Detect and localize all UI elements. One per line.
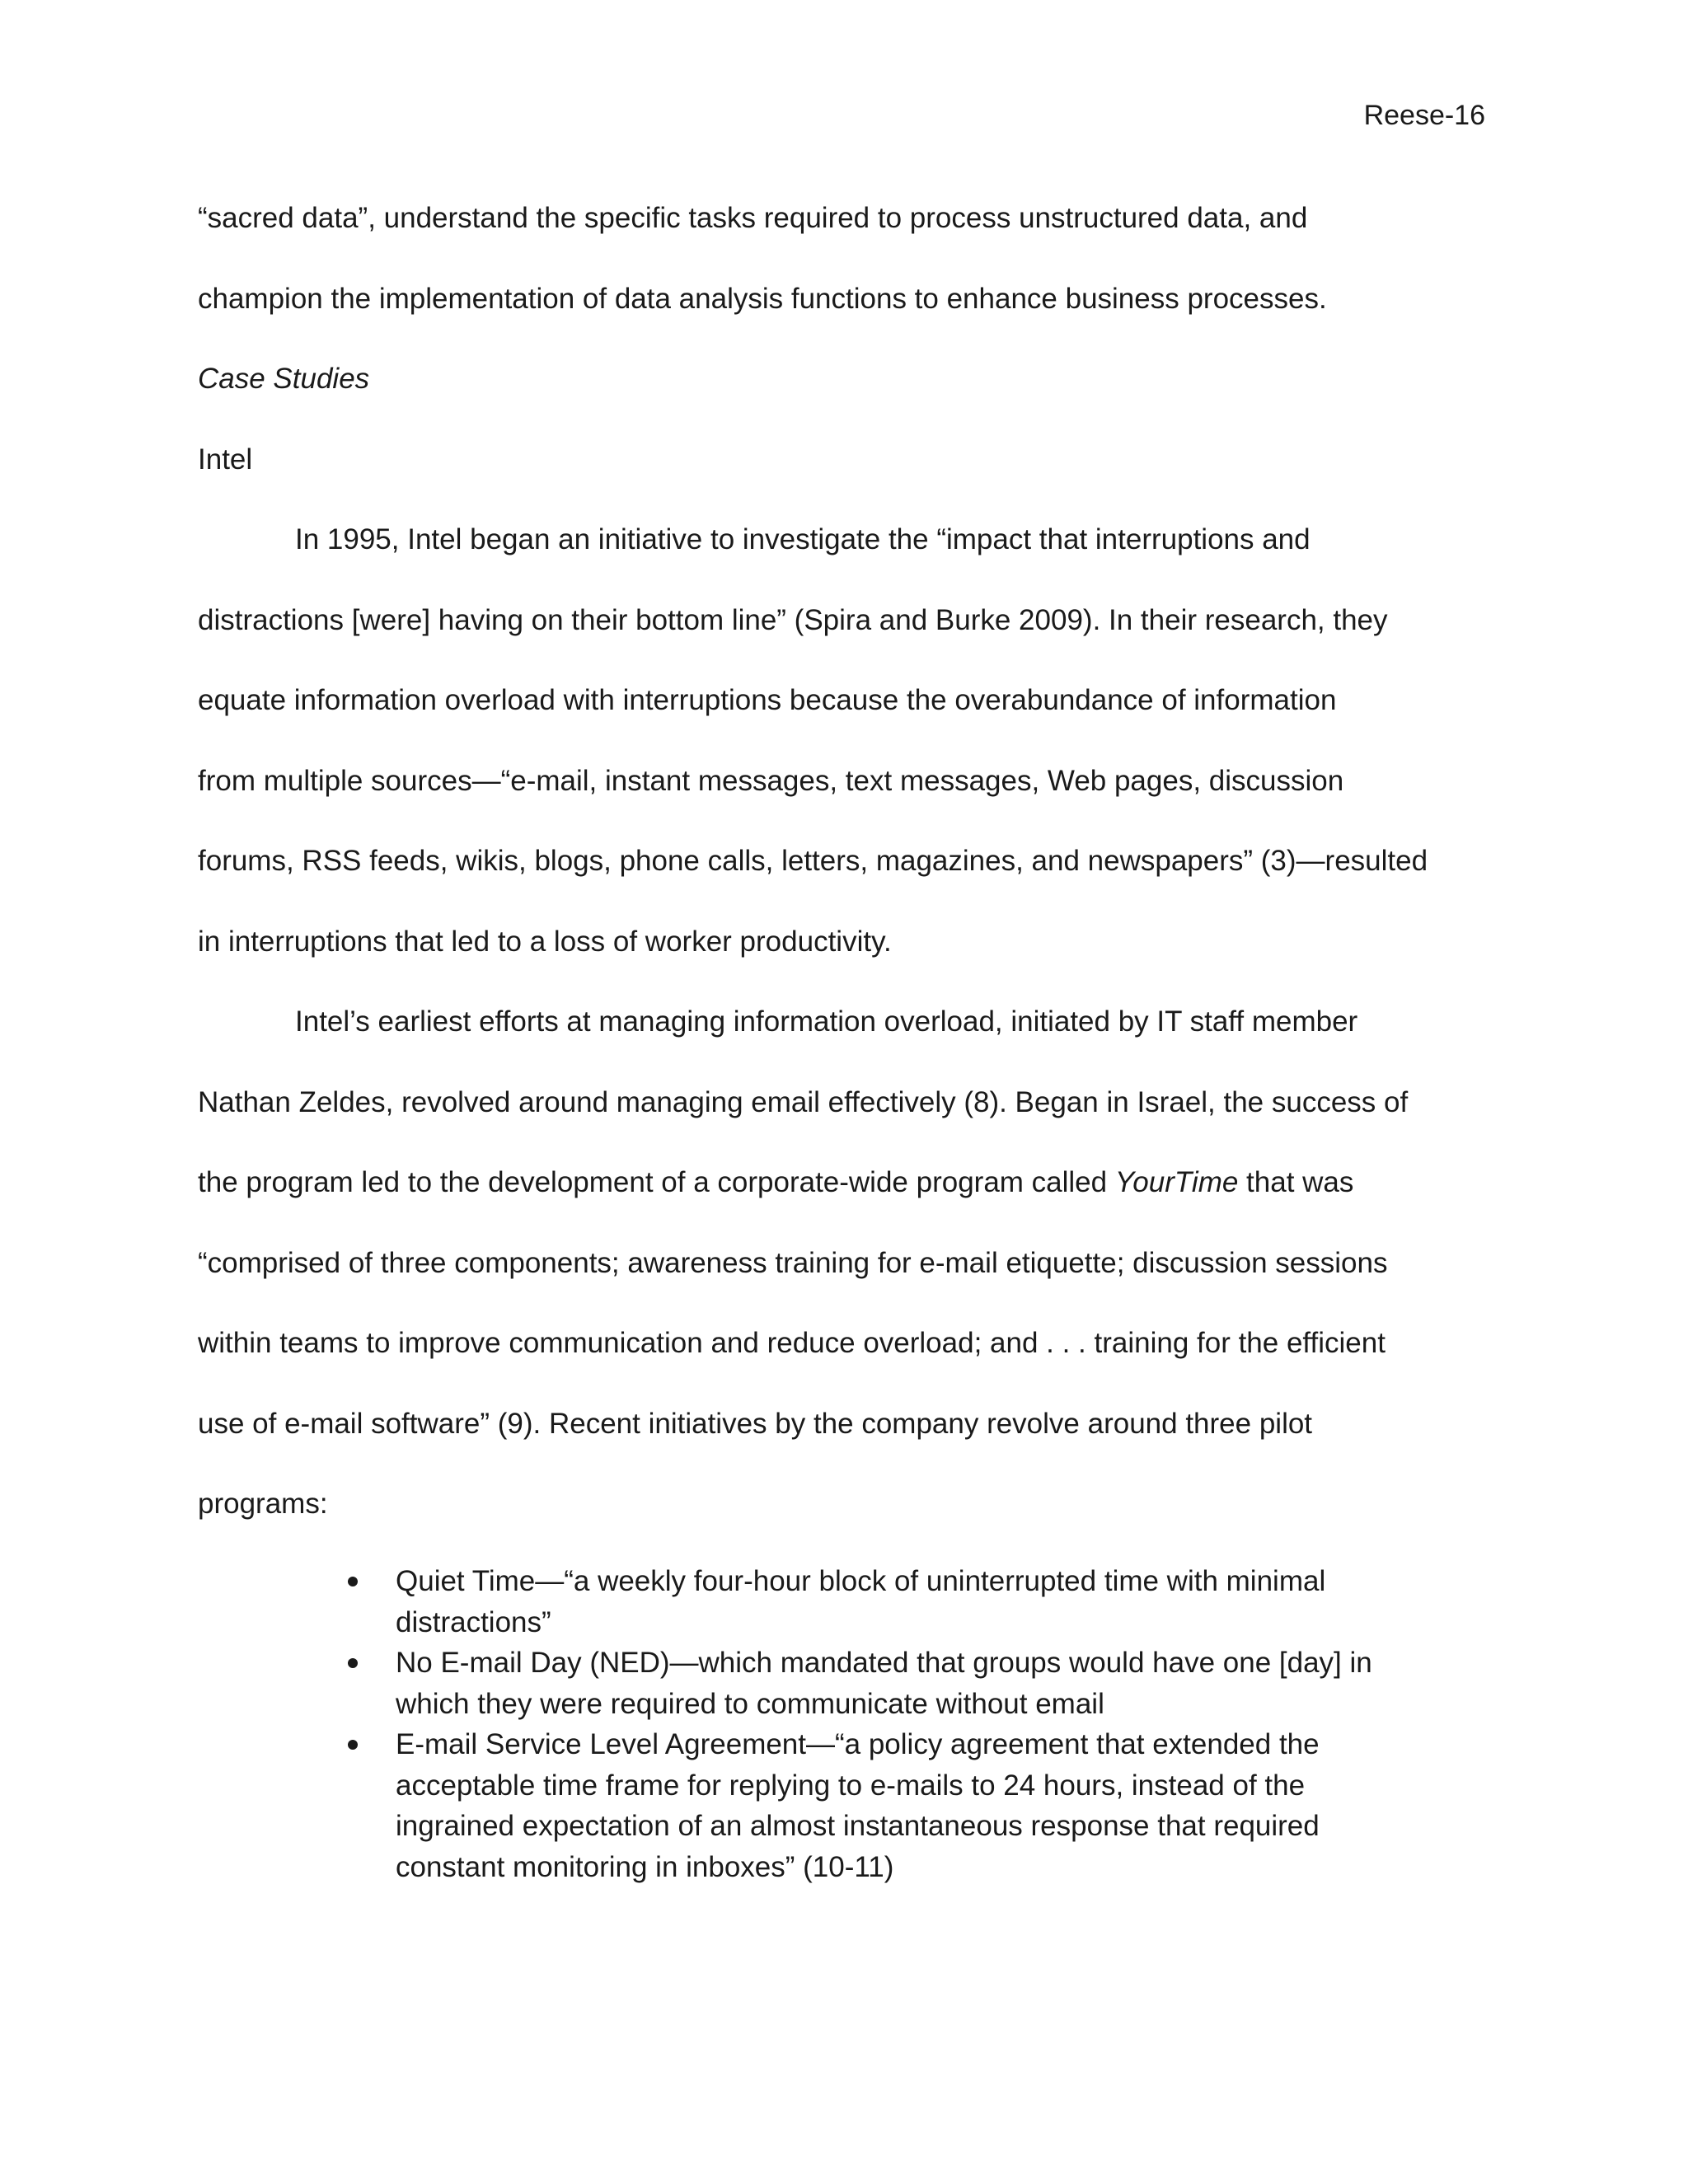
paragraph-first-line: Intel’s earliest efforts at managing information overload, initiated by IT staff member: [295, 1005, 1358, 1038]
page-header-number: Reese-16: [1363, 100, 1485, 131]
bullet-icon: [348, 1577, 358, 1586]
body-line-with-italic: [198, 1160, 1488, 1241]
body-line: champion the implementation of data analysis functions to enhance business processes.: [198, 282, 1327, 315]
body-line: from multiple sources—“e-mail, instant messages, text messages, Web pages, discussion: [198, 764, 1344, 797]
body-line-text: the program led to the development of a corporate-wide program called: [198, 1166, 1115, 1198]
paragraph-first-line: In 1995, Intel began an initiative to investigate the “impact that interruptions and: [295, 523, 1311, 555]
body-line: programs:: [198, 1488, 328, 1520]
body-line: in interruptions that led to a loss of worker productivity.: [198, 925, 892, 958]
body-line-text: that was: [1238, 1166, 1354, 1198]
body-text: [198, 196, 1488, 1563]
bullet-line: E-mail Service Level Agreement—“a policy agreement that extended the: [396, 1728, 1320, 1760]
program-name-italic: YourTime: [1114, 1166, 1239, 1198]
body-line: forums, RSS feeds, wikis, blogs, phone calls, letters, magazines, and newspapers” (3)—resulted: [198, 845, 1428, 877]
bullet-line: No E-mail Day (NED)—which mandated that groups would have one [day] in: [396, 1647, 1372, 1679]
body-line: Nathan Zeldes, revolved around managing email effectively (8). Began in Israel, the success of: [198, 1085, 1409, 1118]
bullet-line: distractions”: [396, 1605, 551, 1638]
bullet-line: Quiet Time—“a weekly four-hour block of uninterrupted time with minimal: [396, 1565, 1326, 1597]
bullet-line: ingrained expectation of an almost instantaneous response that required: [396, 1810, 1320, 1842]
body-line: distractions [were] having on their bottom line” (Spira and Burke 2009). In their research, they: [198, 603, 1388, 636]
bullet-line: acceptable time frame for replying to e-mails to 24 hours, instead of the: [396, 1769, 1306, 1802]
body-line: “comprised of three components; awareness training for e-mail etiquette; discussion sessions: [198, 1246, 1388, 1279]
body-line: equate information overload with interruptions because the overabundance of information: [198, 684, 1337, 716]
bullet-line: which they were required to communicate without email: [396, 1687, 1104, 1720]
bullet-item-quiet-time: [346, 1561, 1467, 1643]
bullet-line: constant monitoring in inboxes” (10-11): [396, 1850, 894, 1883]
body-line: use of e-mail software” (9). Recent initiatives by the company revolve around three pilot: [198, 1407, 1313, 1440]
body-line: “sacred data”, understand the specific tasks required to process unstructured data, and: [198, 202, 1308, 234]
bullet-icon: [348, 1658, 358, 1668]
bullet-list: [346, 1561, 1467, 1887]
bullet-item-email-sla: [346, 1724, 1467, 1887]
body-line: within teams to improve communication and reduce overload; and . . . training for the efficient: [198, 1327, 1386, 1359]
subsection-heading: Intel: [198, 443, 253, 476]
bullet-item-no-email-day: [346, 1643, 1467, 1724]
bullet-icon: [348, 1740, 358, 1750]
section-heading: Case Studies: [198, 363, 370, 395]
